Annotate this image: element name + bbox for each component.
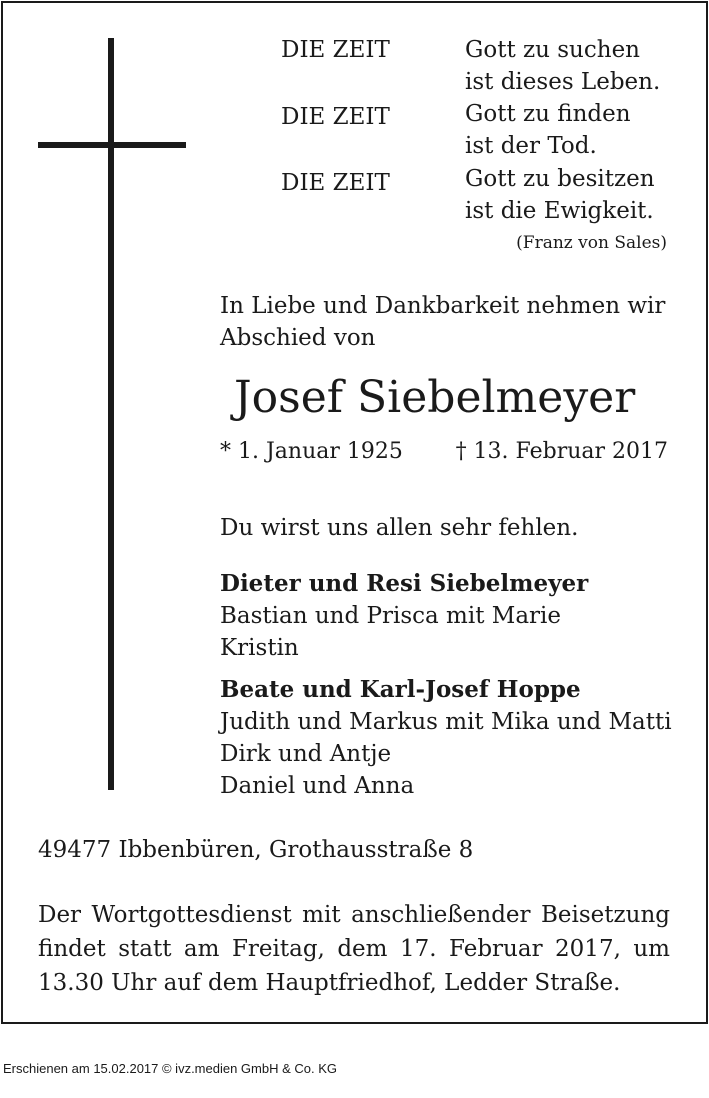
family-heading-2: Beate und Karl-Josef Hoppe bbox=[220, 676, 581, 703]
family-member: Bastian und Prisca mit Marie bbox=[220, 603, 561, 629]
verse-right-2a: Gott zu finden bbox=[465, 101, 631, 127]
birth-date: * 1. Januar 1925 bbox=[220, 439, 403, 464]
verse-right-1b: ist dieses Leben. bbox=[465, 69, 661, 95]
life-dates bbox=[220, 436, 668, 468]
cross-horizontal-bar bbox=[38, 142, 186, 148]
service-info: Der Wortgottesdienst mit anschließender Beisetzung findet statt am Freitag, dem 17. Februar 2017, um 13.30 Uhr auf dem Hauptfriedhof, Ledder Straße. bbox=[38, 902, 670, 996]
address: 49477 Ibbenbüren, Grothausstraße 8 bbox=[38, 837, 474, 863]
family-member: Daniel und Anna bbox=[220, 773, 415, 799]
verse-right-2b: ist der Tod. bbox=[465, 133, 597, 159]
deceased-name: Josef Siebelmeyer bbox=[234, 372, 636, 423]
verse-source: (Franz von Sales) bbox=[516, 233, 667, 253]
intro-line-2: Abschied von bbox=[220, 325, 376, 351]
verse-right-3b: ist die Ewigkeit. bbox=[465, 198, 654, 224]
family-member: Dirk und Antje bbox=[220, 741, 392, 767]
death-date: † 13. Februar 2017 bbox=[455, 439, 668, 464]
verse-left-3: DIE ZEIT bbox=[281, 170, 390, 196]
family-heading-1: Dieter und Resi Siebelmeyer bbox=[220, 570, 589, 597]
verse-left-1: DIE ZEIT bbox=[281, 37, 390, 63]
intro-line-1: In Liebe und Dankbarkeit nehmen wir bbox=[220, 293, 666, 319]
farewell-line: Du wirst uns allen sehr fehlen. bbox=[220, 515, 579, 541]
verse-right-3a: Gott zu besitzen bbox=[465, 166, 655, 192]
verse-left-2: DIE ZEIT bbox=[281, 104, 390, 130]
publication-footer: Erschienen am 15.02.2017 © ivz.medien GmbH & Co. KG bbox=[3, 1061, 338, 1076]
verse-right-1a: Gott zu suchen bbox=[465, 37, 640, 63]
family-member: Kristin bbox=[220, 635, 299, 661]
family-member: Judith und Markus mit Mika und Matti bbox=[220, 709, 672, 735]
cross-vertical-bar bbox=[108, 38, 114, 790]
